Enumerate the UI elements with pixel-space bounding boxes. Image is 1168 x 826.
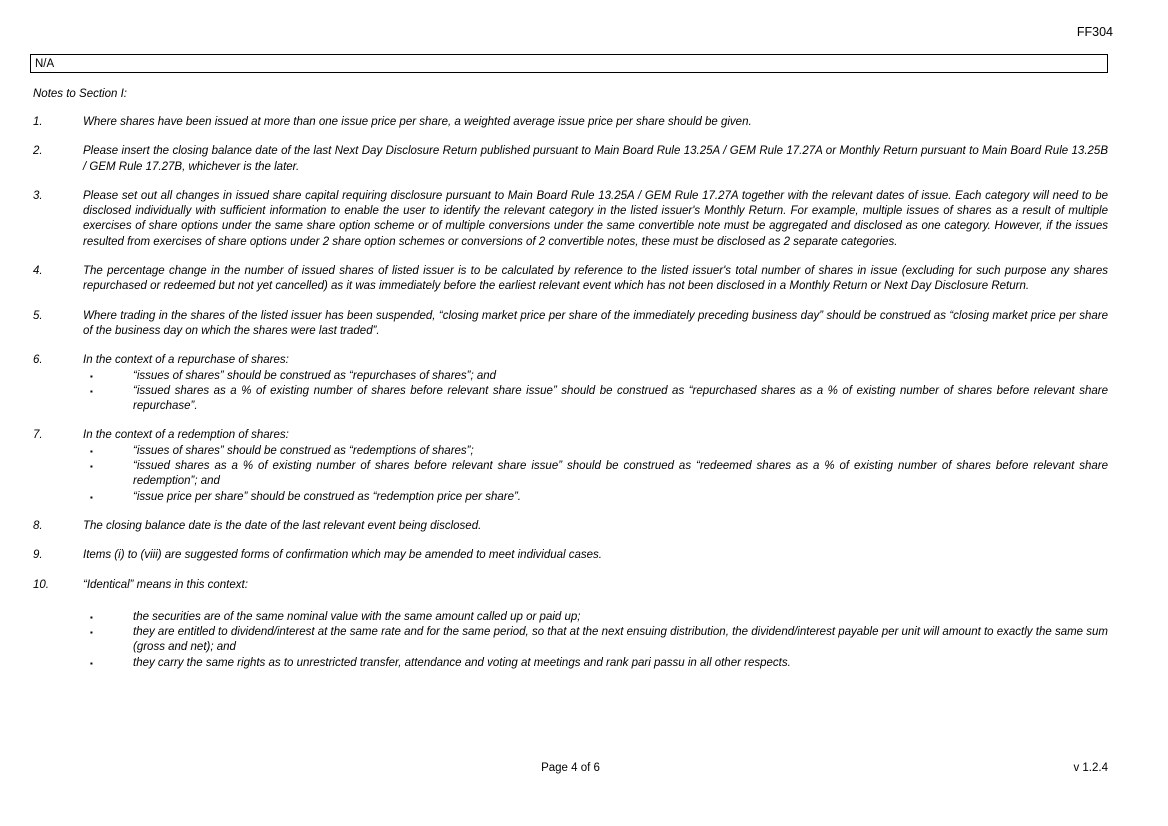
note-text: In the context of a redemption of shares: [83, 429, 289, 442]
note-text: Where trading in the shares of the listed issuer has been suspended, “closing market price per share of the immediately preceding business day” should be construed as “closing market price per share of the business day on which the shares were last traded”. [83, 309, 1108, 337]
bullet-text: “issued shares as a % of existing number of shares before relevant share issue” should be construed as “redeemed shares as a % of existing number of shares before relevant share redemption”; and [133, 460, 1108, 488]
notes-section [33, 88, 1108, 685]
version-label: v 1.2.4 [1073, 762, 1108, 774]
note-item [33, 548, 1108, 563]
note-item [33, 309, 1108, 340]
bullet-text: “issue price per share” should be construed as “redemption price per share”. [133, 490, 521, 503]
square-bullet-icon: ▪ [90, 386, 93, 396]
form-code-label: FF304 [1076, 25, 1113, 39]
bullet-text: “issues of shares” should be construed as “repurchases of shares”; and [133, 369, 497, 382]
square-bullet-icon: ▪ [90, 446, 93, 456]
note-bullet [83, 384, 1108, 415]
square-bullet-icon: ▪ [90, 462, 93, 472]
note-bullet [83, 625, 1108, 656]
note-number: 4. [33, 265, 43, 278]
notes-list [33, 115, 1108, 671]
note-item [33, 519, 1108, 534]
square-bullet-icon: ▪ [90, 492, 93, 502]
note-number: 6. [33, 354, 43, 367]
note-number: 10. [33, 578, 49, 591]
page-number: Page 4 of 6 [541, 762, 600, 774]
square-bullet-icon: ▪ [90, 371, 93, 381]
note-bullet [83, 459, 1108, 490]
note-item [33, 144, 1108, 175]
bullet-text: “issues of shares” should be construed as “redemptions of shares”; [133, 444, 474, 457]
note-item [33, 353, 1108, 414]
note-bullet [83, 656, 1108, 671]
note-number: 1. [33, 116, 43, 128]
note-number: 8. [33, 519, 43, 532]
note-bullet [83, 610, 1108, 625]
note-number: 5. [33, 309, 43, 322]
na-input[interactable] [30, 54, 1108, 73]
bullet-text: “issued shares as a % of existing number of shares before relevant share issue” should be construed as “repurchased shares as a % of existing number of shares before relevant share repurchase”. [133, 384, 1108, 413]
square-bullet-icon: ▪ [90, 612, 93, 622]
note-bullet [83, 444, 1108, 459]
note-text: “Identical” means in this context: [83, 578, 248, 591]
note-item [33, 115, 1108, 130]
note-text: In the context of a repurchase of shares: [83, 354, 289, 367]
note-item [33, 578, 1108, 671]
note-bullet [83, 490, 1108, 505]
note-text: Where shares have been issued at more than one issue price per share, a weighted average issue price per share should be given. [83, 116, 752, 128]
note-text: The percentage change in the number of issued shares of listed issuer is to be calculated by reference to the listed issuer's total number of shares in issue (excluding for such purpose any shares repurchased or redeemed but not yet cancelled) as it was immediately before the earliest relevant event which has not been disclosed in a Monthly Return or Next Day Disclosure Return. [83, 265, 1108, 293]
note-number: 3. [33, 189, 43, 202]
note-number: 7. [33, 429, 43, 442]
note-item [33, 264, 1108, 295]
note-number: 2. [33, 145, 43, 158]
note-text: Items (i) to (viii) are suggested forms of confirmation which may be amended to meet individual cases. [83, 549, 602, 562]
square-bullet-icon: ▪ [90, 628, 93, 638]
note-text: The closing balance date is the date of the last relevant event being disclosed. [83, 519, 482, 532]
note-item [33, 428, 1108, 504]
note-bullet [83, 369, 1108, 384]
note-text: Please set out all changes in issued share capital requiring disclosure pursuant to Main Board Rule 13.25A / GEM Rule 17.27A together with the relevant dates of issue. Each category will need to be disclosed individually with sufficient information to enable the user to identify the relevant category in the listed issuer's Monthly Return. For example, multiple issues of shares as a result of multiple exercises of share options under the same share option scheme or of multiple conversions under the same convertible note must be aggregated and disclosed as one category. However, if the issues resulted from exercises of share options under 2 share option schemes or conversions of 2 convertible notes, these must be disclosed as 2 separate categories. [83, 189, 1108, 248]
square-bullet-icon: ▪ [90, 658, 93, 668]
notes-title: Notes to Section I: [33, 88, 127, 100]
bullet-text: they are entitled to dividend/interest at the same rate and for the same period, so that at the next ensuing distribution, the dividend/interest payable per unit will amount to exactly the same sum (gross and net); and [133, 626, 1108, 654]
bullet-text: they carry the same rights as to unrestricted transfer, attendance and voting at meetings and rank pari passu in all other respects. [133, 656, 791, 669]
note-item [33, 189, 1108, 250]
note-number: 9. [33, 549, 43, 562]
page-footer [33, 762, 1108, 774]
bullet-text: the securities are of the same nominal value with the same amount called up or paid up; [133, 610, 581, 623]
note-text: Please insert the closing balance date of the last Next Day Disclosure Return published pursuant to Main Board Rule 13.25A / GEM Rule 17.27A or Monthly Return pursuant to Main Board Rule 13.25B / GEM Rule 17.27B, whichever is the later. [83, 145, 1108, 173]
